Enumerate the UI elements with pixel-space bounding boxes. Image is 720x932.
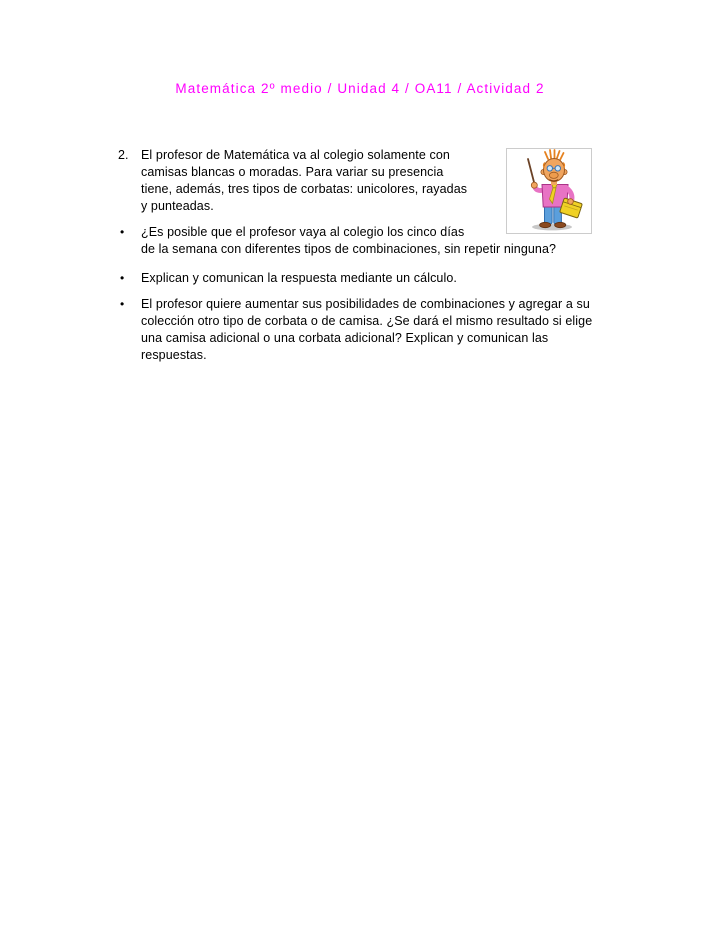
statement-line: y punteadas. <box>141 199 214 213</box>
statement-line: camisas blancas o moradas. Para variar su presencia <box>141 165 444 179</box>
bullet-marker: • <box>120 297 125 311</box>
bullet-item <box>141 296 592 364</box>
bullet-marker: • <box>120 225 125 239</box>
statement-line: tiene, además, tres tipos de corbatas: unicolores, rayadas <box>141 182 468 196</box>
teacher-right-hand <box>568 199 574 205</box>
teacher-head <box>541 150 567 185</box>
bullet-line: ¿Es posible que el profesor vaya al colegio los cinco días <box>141 225 465 239</box>
bullet-item <box>141 270 457 287</box>
teacher-cartoon-illustration <box>507 149 591 233</box>
problem-number: 2. <box>118 148 129 162</box>
bullet-line: de la semana con diferentes tipos de combinaciones, sin repetir ninguna? <box>141 242 557 256</box>
teacher-left-hand <box>531 182 537 188</box>
teacher-illustration-frame <box>506 148 592 234</box>
bullet-line: colección otro tipo de corbata o de camisa. ¿Se dará el mismo resultado si elige <box>141 314 593 328</box>
problem-statement <box>141 147 467 215</box>
bullet-item <box>141 224 556 258</box>
page-title: Matemática 2º medio / Unidad 4 / OA11 / Actividad 2 <box>175 81 545 96</box>
bullet-line: El profesor quiere aumentar sus posibilidades de combinaciones y agregar a su <box>141 297 590 311</box>
bullet-marker: • <box>120 271 125 285</box>
bullet-line: respuestas. <box>141 348 207 362</box>
statement-line: El profesor de Matemática va al colegio solamente con <box>141 148 450 162</box>
nose <box>549 172 558 178</box>
bullet-line: Explican y comunican la respuesta mediante un cálculo. <box>141 271 457 285</box>
bullet-line: una camisa adicional o una corbata adicional? Explican y comunican las <box>141 331 549 345</box>
